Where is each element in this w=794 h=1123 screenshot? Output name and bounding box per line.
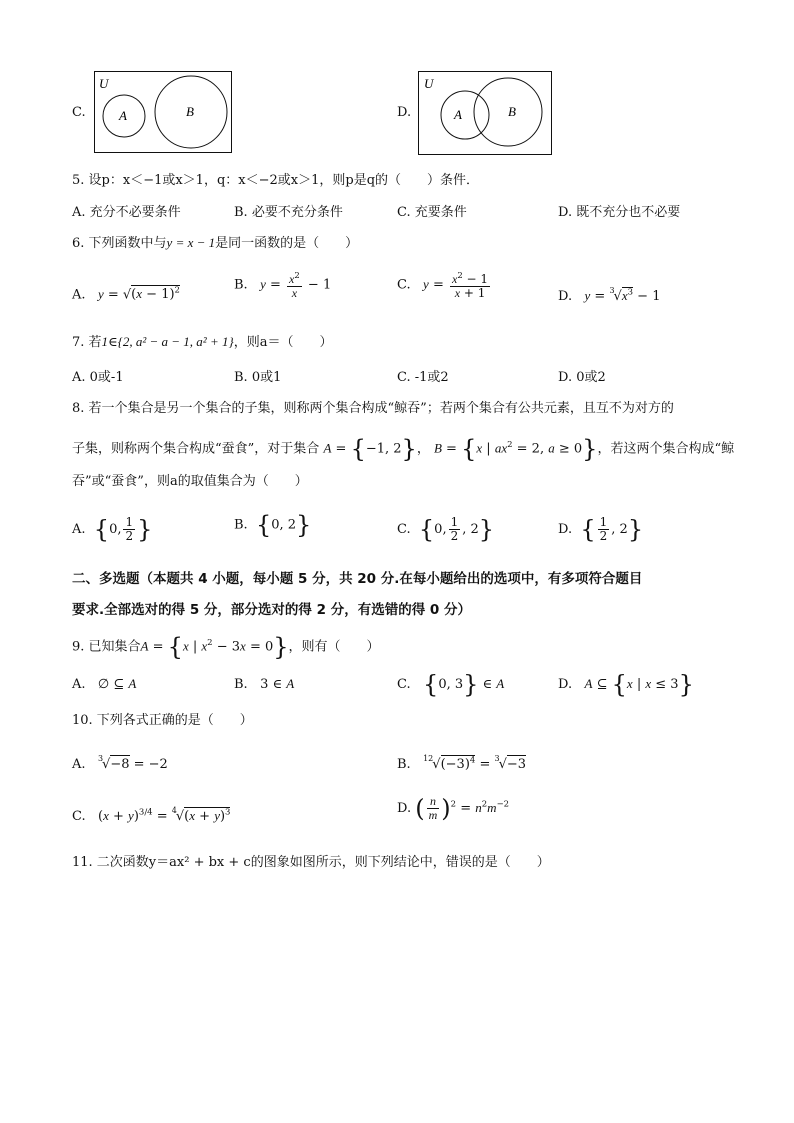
universal-set-label: U <box>99 76 109 91</box>
q8-option-d: D. { $\frac{1}{2}$ , 2} <box>558 515 644 544</box>
option-d-label: D. <box>397 105 412 120</box>
section-2-heading-line-2: 要求.全部选对的得 5 分，部分选对的得 2 分，有选错的得 0 分） <box>72 602 472 618</box>
q9-option-a: A. ∅ ⊆ A <box>72 676 137 692</box>
venn-diagram-c <box>94 71 232 153</box>
set-a-label: A <box>119 108 127 123</box>
q8-line-1: 8. 若一个集合是另一个集合的子集，则称两个集合构成“鲸吞”；若两个集合有公共元素，且互不为对方的 <box>72 401 674 416</box>
q6-stem <box>72 234 358 253</box>
q7-stem: 7. 若1∈{2, a² − a − 1, a² + 1}，则a＝（ ） <box>72 334 333 350</box>
q6-option-d: D. $y = ^3√x^3 - 1$ <box>558 286 661 304</box>
q10-option-a: A. $^3$√−8 = −2 <box>72 754 168 772</box>
q5-option-c: C. 充要条件 <box>397 205 467 220</box>
q6-option-a: A. $y = √(x - 1)^2$ <box>72 286 180 303</box>
q5-option-b: B. 必要不充分条件 <box>234 205 343 220</box>
q9-option-c: C. {0, 3} ∈ A <box>397 670 505 699</box>
q10-option-d: D. ( $\frac{n}{m}$ )$^2 = n^2m^{-2}$ <box>397 794 510 823</box>
q8-line-2: 子集，则称两个集合构成“蚕食”，对于集合 A = {−1, 2}， B = {x | $ax^2 = 2$, a ≥ 0}，若这两个集合构成“鲸 <box>72 434 735 463</box>
q7-option-d: D. 0或2 <box>558 370 606 385</box>
q6-stem-pre: 6. 下列函数中与 <box>72 236 167 251</box>
q5-option-a: A. 充分不必要条件 <box>72 205 181 220</box>
q11-stem: 11. 二次函数y＝ax² + bx + c的图象如图所示，则下列结论中，错误的是（ ） <box>72 855 550 870</box>
q6-option-c: C. y = $\frac{x^2 - 1}{x + 1}$ <box>397 271 489 300</box>
q5-stem: 5. 设p：x＜−1或x＞1，q：x＜−2或x＞1，则p是q的（ ）条件． <box>72 173 480 188</box>
q7-option-a: A. 0或-1 <box>72 370 124 385</box>
q8-option-b: B. {0, 2} <box>234 511 312 539</box>
q8-option-a: A. {0, $\frac{1}{2}$ } <box>72 515 153 544</box>
q10-option-c: C. $(x + y)^{3/4} = ^4√(x + y)^3$ <box>72 806 231 824</box>
set-b-label: B <box>508 104 516 119</box>
q10-stem: 10. 下列各式正确的是（ ） <box>72 713 253 728</box>
q9-option-d: D. A ⊆ {x | x ≤ 3} <box>558 670 694 699</box>
section-2-heading-line-1: 二、多选题（本题共 4 小题，每小题 5 分，共 20 分.在每小题给出的选项中，有多项符合题目 <box>72 571 643 587</box>
q9-stem: 9. 已知集合A = {x | $x^2 - 3x = 0$}，则有（ ） <box>72 632 380 661</box>
q5-option-d: D. 既不充分也不必要 <box>558 205 681 220</box>
venn-diagram-d <box>418 71 552 155</box>
universal-set-label: U <box>424 76 434 91</box>
set-a-label: A <box>454 107 462 122</box>
q7-option-c: C. -1或2 <box>397 370 449 385</box>
q7-option-b: B. 0或1 <box>234 370 282 385</box>
q6-stem-post: 是同一函数的是（ ） <box>215 236 359 251</box>
option-c-label: C. <box>72 105 86 120</box>
q8-line-3: 吞”或“蚕食”，则a的取值集合为（ ） <box>72 474 308 489</box>
q8-option-c: C. {0, $\frac{1}{2}$ , 2} <box>397 515 495 544</box>
q9-option-b: B. 3 ∈ A <box>234 676 295 692</box>
q6-option-b: B. y = $\frac{x^2}{x}$ − 1 <box>234 271 332 300</box>
q10-option-b: B. $^{12}√(-3)^4 = ^3√-3$ <box>397 754 527 772</box>
q6-function: y = x − 1 <box>166 235 216 250</box>
q7-set-expression: 1∈{2, a² − a − 1, a² + 1} <box>101 334 234 349</box>
set-b-label: B <box>186 104 194 119</box>
